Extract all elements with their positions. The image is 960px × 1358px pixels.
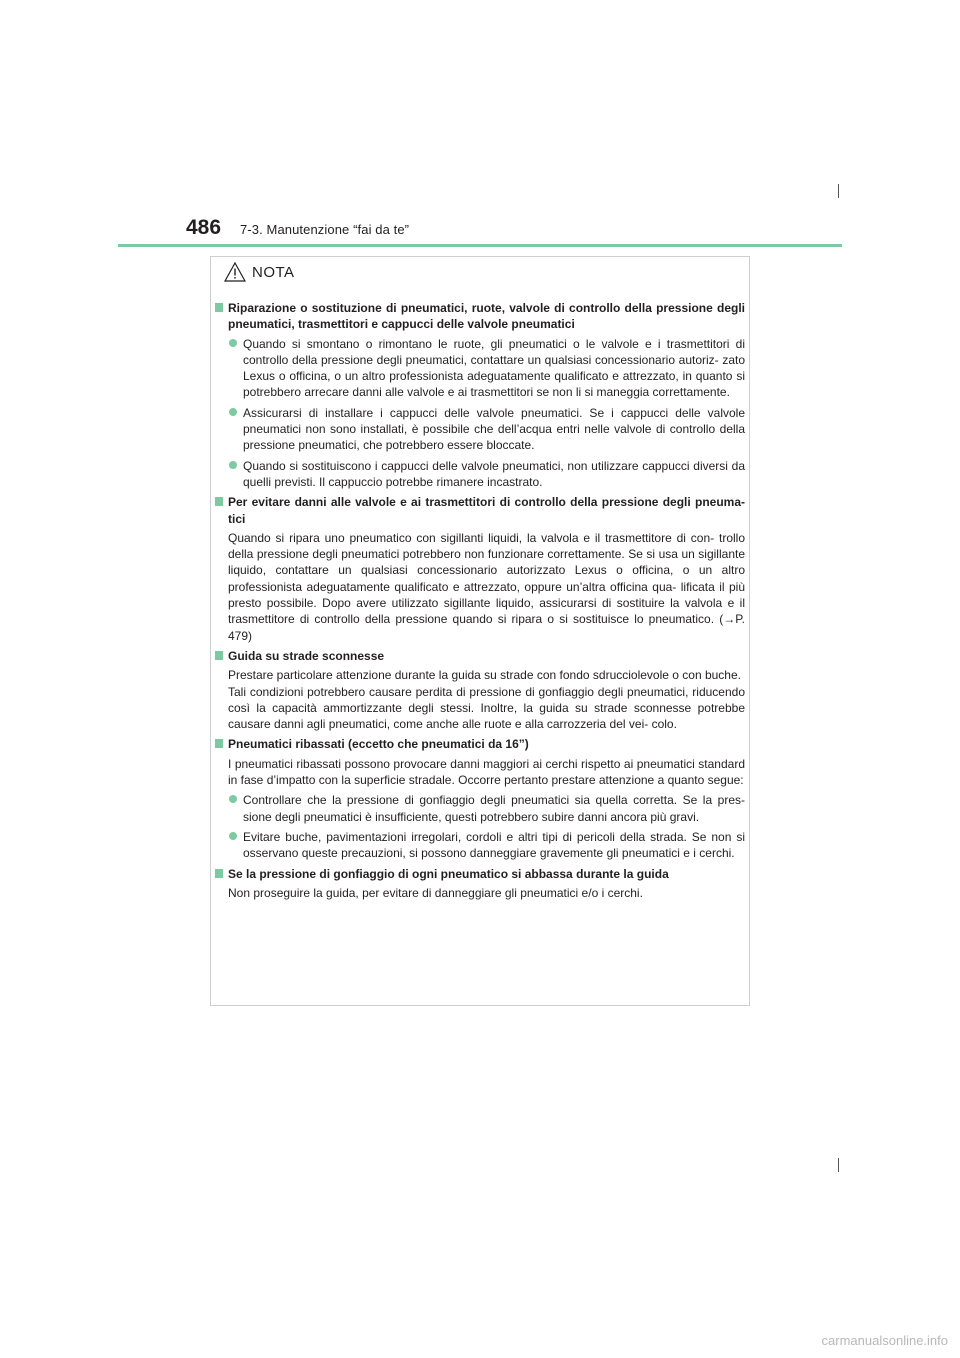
section-heading: Riparazione o sostituzione di pneumatici, ruote, valvole di controllo della pressione degli pneumatici, trasmettitori e cappucci delle valvole pneumatici (215, 300, 745, 333)
note-section (215, 866, 745, 902)
note-section (215, 494, 745, 644)
square-bullet-icon (215, 869, 223, 878)
paragraph: Tali condizioni potrebbero causare perdita di pressione di gonfiaggio degli pneumatici, riducendo così la capacità ammortizzante degli stessi. Inoltre, la guida su strade sconnesse potrebbe causare danni agli pneumatici, come anche alle ruote e alla carrozzeria del vei- colo. (228, 684, 745, 732)
square-bullet-icon (215, 497, 223, 506)
note-header (224, 262, 295, 282)
paragraph: Quando si ripara uno pneumatico con sigillanti liquidi, la valvola e il trasmettitore di con- trollo della pressione degli pneumatici potrebbero non funzionare correttamente. Se si usa un sigillante liquido, contattare un qualsiasi concessionario autorizzato Lexus o officina, o un altro professionista adeguatamente qualificato e attrezzato, oppure un’altra officina qua- lificata il più presto possibile. Dopo avere utilizzato sigillante liquido, assicurarsi di sostituire la valvola e il trasmettitore di controllo della pressione quando si ripara o si sostituisce lo pneumatico. (→P. 479) (228, 530, 745, 643)
crop-mark-bottom (838, 1158, 839, 1172)
section-heading: Pneumatici ribassati (eccetto che pneumatici da 16”) (215, 736, 745, 752)
note-title: NOTA (252, 263, 295, 281)
bullet-item: Evitare buche, pavimentazioni irregolari, cordoli e altri tipi di pericoli della strada. Se non si osservano queste precauzioni, si possono danneggiare gravemente gli pneumatici e i cerchi. (215, 829, 745, 862)
bullet-item: Controllare che la pressione di gonfiaggio degli pneumatici sia quella corretta. Se la pres- sione degli pneumatici è insufficiente, questi potrebbero subire danni ancora più gravi. (215, 792, 745, 825)
round-bullet-icon (229, 795, 237, 803)
page-number: 486 (186, 216, 222, 239)
paragraph: Non proseguire la guida, per evitare di danneggiare gli pneumatici e/o i cerchi. (228, 885, 643, 900)
note-section (215, 648, 745, 732)
square-bullet-icon (215, 739, 223, 748)
round-bullet-icon (229, 832, 237, 840)
paragraph: Prestare particolare attenzione durante la guida su strade con fondo sdrucciolevole o con buche. (228, 668, 741, 683)
note-content (215, 300, 745, 905)
header-divider (118, 244, 842, 247)
round-bullet-icon (229, 339, 237, 347)
bullet-item: Assicurarsi di installare i cappucci delle valvole pneumatici. Se i cappucci delle valvole pneumatici non sono installati, è possibile che dell’acqua entri nelle valvole di controllo della pressione pneumatici, che potrebbero essere bloccate. (215, 405, 745, 454)
section-heading: Per evitare danni alle valvole e ai trasmettitori di controllo della pressione degli pneuma- tici (215, 494, 745, 527)
round-bullet-icon (229, 461, 237, 469)
crop-mark-top (838, 184, 839, 198)
watermark: carmanualsonline.info (821, 1333, 948, 1348)
warning-triangle-icon (224, 262, 246, 282)
note-section (215, 736, 745, 861)
bullet-item: Quando si smontano o rimontano le ruote, gli pneumatici o le valvole e i trasmettitori di controllo della pressione degli pneumatici, contattare un qualsiasi concessionario autoriz- zato Lexus o officina, o un altro professionista adeguatamente qualificato e attrezzato, in quanto si potrebbero arrecare danni alle valvole e ai trasmettitori se non li si maneggia correttamente. (215, 336, 745, 401)
bullet-item: Quando si sostituiscono i cappucci delle valvole pneumatici, non utilizzare cappucci diversi da quelli previsti. Il cappuccio potrebbe rimanere incastrato. (215, 458, 745, 491)
section-title: 7-3. Manutenzione “fai da te” (240, 222, 410, 237)
note-section (215, 300, 745, 490)
paragraph: I pneumatici ribassati possono provocare danni maggiori ai cerchi rispetto ai pneumatici standard in fase d’impatto con la superficie stradale. Occorre pertanto prestare attenzione a quanto segue: (228, 756, 745, 788)
round-bullet-icon (229, 408, 237, 416)
section-heading: Guida su strade sconnesse (215, 648, 745, 664)
section-heading: Se la pressione di gonfiaggio di ogni pneumatico si abbassa durante la guida (215, 866, 745, 882)
square-bullet-icon (215, 303, 223, 312)
square-bullet-icon (215, 651, 223, 660)
